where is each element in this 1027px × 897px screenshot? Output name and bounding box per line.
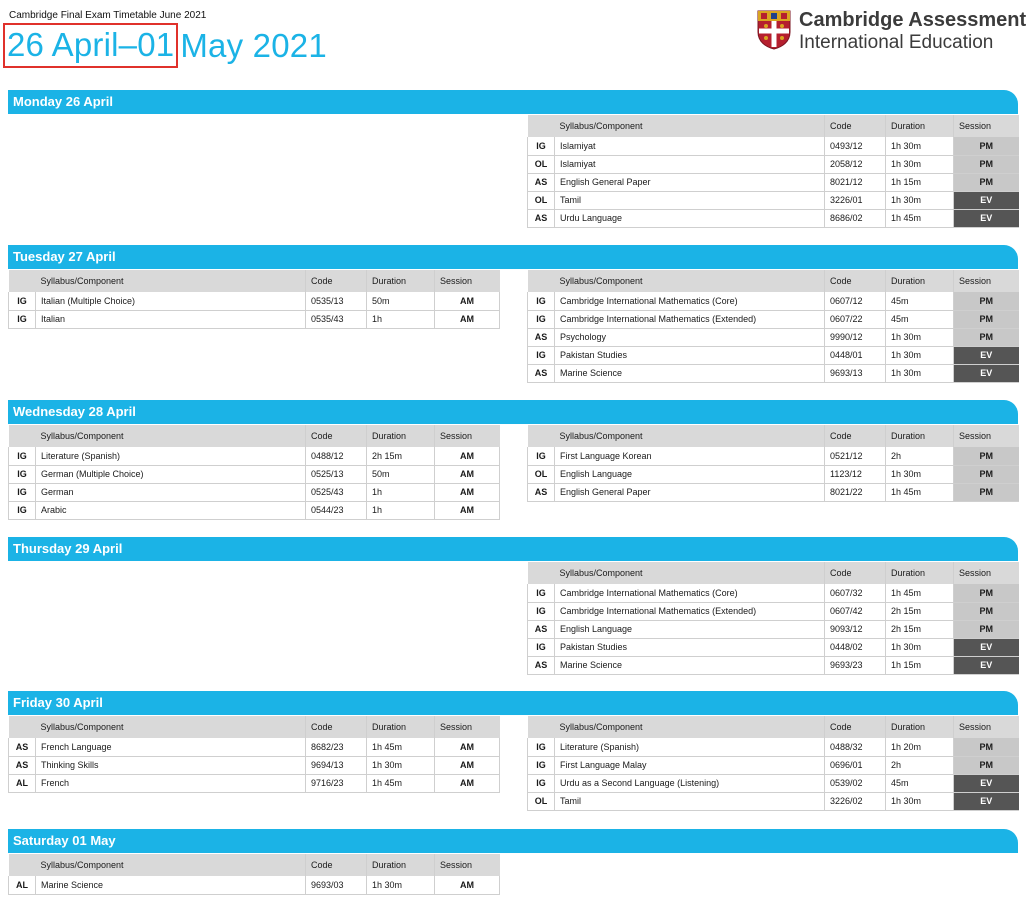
header-code: Code — [825, 562, 886, 584]
table-row — [9, 447, 500, 465]
header-duration: Duration — [367, 425, 435, 447]
duration-cell: 1h 45m — [886, 483, 954, 501]
header-session: Session — [954, 562, 1019, 584]
table-row — [528, 137, 1019, 155]
table-row — [9, 774, 500, 792]
header-session: Session — [954, 115, 1019, 137]
day-section — [8, 537, 1018, 677]
syllabus-cell: Urdu Language — [555, 209, 825, 227]
session-badge: AM — [435, 447, 500, 465]
table-row — [9, 465, 500, 483]
header-session: Session — [435, 425, 500, 447]
header-level — [9, 425, 36, 447]
syllabus-cell: Tamil — [555, 792, 825, 810]
session-badge: AM — [435, 292, 500, 310]
code-cell: 0544/23 — [306, 501, 367, 519]
session-badge: PM — [954, 738, 1019, 756]
session-badge: AM — [435, 738, 500, 756]
code-cell: 8682/23 — [306, 738, 367, 756]
session-badge: PM — [954, 155, 1019, 173]
code-cell: 9693/13 — [825, 364, 886, 382]
session-badge: EV — [954, 346, 1019, 364]
header-level — [9, 854, 36, 876]
duration-cell: 1h 30m — [886, 465, 954, 483]
duration-cell: 1h 45m — [886, 584, 954, 602]
level-cell: IG — [9, 483, 36, 501]
header-code: Code — [825, 716, 886, 738]
syllabus-cell: First Language Korean — [555, 447, 825, 465]
syllabus-cell: Thinking Skills — [36, 756, 306, 774]
duration-cell: 45m — [886, 774, 954, 792]
level-cell: AL — [9, 774, 36, 792]
code-cell: 0607/12 — [825, 292, 886, 310]
syllabus-cell: First Language Malay — [555, 756, 825, 774]
duration-cell: 1h 30m — [886, 328, 954, 346]
code-cell: 0696/01 — [825, 756, 886, 774]
duration-cell: 1h 30m — [886, 792, 954, 810]
duration-cell: 2h — [886, 756, 954, 774]
cambridge-shield-icon — [757, 10, 791, 50]
syllabus-cell: Urdu as a Second Language (Listening) — [555, 774, 825, 792]
day-section — [8, 90, 1018, 230]
syllabus-cell: Psychology — [555, 328, 825, 346]
level-cell: IG — [528, 638, 555, 656]
cambridge-logo — [757, 9, 1027, 55]
table-row — [528, 447, 1019, 465]
table-row — [528, 209, 1019, 227]
header-duration: Duration — [886, 562, 954, 584]
syllabus-cell: Cambridge International Mathematics (Extended) — [555, 310, 825, 328]
table-row — [528, 774, 1019, 792]
table-row — [528, 602, 1019, 620]
timetable-table-left — [8, 425, 500, 520]
code-cell: 0493/12 — [825, 137, 886, 155]
table-row — [9, 756, 500, 774]
duration-cell: 1h 45m — [367, 774, 435, 792]
day-section — [8, 245, 1018, 385]
table-header-row — [9, 270, 500, 292]
level-cell: AS — [528, 328, 555, 346]
level-cell: IG — [9, 292, 36, 310]
level-cell: AS — [528, 173, 555, 191]
session-badge: PM — [954, 447, 1019, 465]
level-cell: IG — [528, 756, 555, 774]
day-title: Tuesday 27 April — [8, 245, 1018, 269]
header-syllabus: Syllabus/Component — [555, 425, 825, 447]
duration-cell: 2h 15m — [886, 620, 954, 638]
table-row — [9, 876, 500, 894]
table-row — [528, 638, 1019, 656]
syllabus-cell: Tamil — [555, 191, 825, 209]
code-cell: 0525/43 — [306, 483, 367, 501]
code-cell: 9990/12 — [825, 328, 886, 346]
title-date-rest: May 2021 — [180, 27, 327, 64]
header-duration: Duration — [367, 854, 435, 876]
day-section — [8, 400, 1018, 525]
table-row — [528, 792, 1019, 810]
header-code: Code — [306, 854, 367, 876]
session-badge: PM — [954, 465, 1019, 483]
table-header-row — [528, 716, 1019, 738]
code-cell: 0535/13 — [306, 292, 367, 310]
syllabus-cell: French Language — [36, 738, 306, 756]
session-badge: EV — [954, 364, 1019, 382]
table-row — [9, 738, 500, 756]
syllabus-cell: Italian — [36, 310, 306, 328]
duration-cell: 45m — [886, 310, 954, 328]
duration-cell: 1h 30m — [886, 638, 954, 656]
table-header-row — [528, 115, 1019, 137]
table-header-row — [528, 562, 1019, 584]
duration-cell: 2h 15m — [886, 602, 954, 620]
level-cell: AS — [528, 483, 555, 501]
syllabus-cell: German (Multiple Choice) — [36, 465, 306, 483]
level-cell: IG — [528, 310, 555, 328]
duration-cell: 1h 30m — [886, 155, 954, 173]
code-cell: 9716/23 — [306, 774, 367, 792]
duration-cell: 1h 15m — [886, 656, 954, 674]
table-row — [9, 310, 500, 328]
title-date-highlight: 26 April–01 — [3, 23, 178, 68]
syllabus-cell: Islamiyat — [555, 155, 825, 173]
duration-cell: 1h 45m — [367, 738, 435, 756]
header-code: Code — [306, 425, 367, 447]
level-cell: OL — [528, 465, 555, 483]
duration-cell: 2h — [886, 447, 954, 465]
level-cell: IG — [528, 137, 555, 155]
timetable-table-left — [8, 716, 500, 793]
table-row — [528, 292, 1019, 310]
level-cell: AL — [9, 876, 36, 894]
header-session: Session — [435, 716, 500, 738]
syllabus-cell: Arabic — [36, 501, 306, 519]
code-cell: 0607/32 — [825, 584, 886, 602]
code-cell: 8021/12 — [825, 173, 886, 191]
syllabus-cell: Marine Science — [555, 656, 825, 674]
session-badge: AM — [435, 465, 500, 483]
header-session: Session — [954, 270, 1019, 292]
code-cell: 0607/42 — [825, 602, 886, 620]
code-cell: 0488/32 — [825, 738, 886, 756]
code-cell: 0488/12 — [306, 447, 367, 465]
syllabus-cell: Cambridge International Mathematics (Extended) — [555, 602, 825, 620]
syllabus-cell: Marine Science — [555, 364, 825, 382]
level-cell: AS — [9, 738, 36, 756]
header-duration: Duration — [367, 270, 435, 292]
header-level — [528, 716, 555, 738]
syllabus-cell: Islamiyat — [555, 137, 825, 155]
timetable-table-right — [527, 562, 1019, 675]
header-syllabus: Syllabus/Component — [555, 115, 825, 137]
duration-cell: 1h 20m — [886, 738, 954, 756]
header-syllabus: Syllabus/Component — [36, 854, 306, 876]
session-badge: EV — [954, 792, 1019, 810]
duration-cell: 1h — [367, 483, 435, 501]
day-section — [8, 829, 1018, 894]
duration-cell: 2h 15m — [367, 447, 435, 465]
header-session: Session — [954, 716, 1019, 738]
syllabus-cell: English Language — [555, 620, 825, 638]
level-cell: AS — [9, 756, 36, 774]
table-header-row — [528, 270, 1019, 292]
session-badge: EV — [954, 209, 1019, 227]
level-cell: IG — [528, 738, 555, 756]
page-header — [0, 0, 1027, 80]
syllabus-cell: French — [36, 774, 306, 792]
header-code: Code — [825, 425, 886, 447]
code-cell: 0525/13 — [306, 465, 367, 483]
logo-line-2: International Education — [799, 32, 994, 53]
header-level — [9, 270, 36, 292]
header-level — [528, 425, 555, 447]
day-section — [8, 691, 1018, 816]
syllabus-cell: Marine Science — [36, 876, 306, 894]
table-header-row — [9, 716, 500, 738]
code-cell: 0535/43 — [306, 310, 367, 328]
syllabus-cell: Italian (Multiple Choice) — [36, 292, 306, 310]
table-row — [528, 584, 1019, 602]
header-syllabus: Syllabus/Component — [555, 562, 825, 584]
duration-cell: 1h 45m — [886, 209, 954, 227]
header-session: Session — [435, 854, 500, 876]
level-cell: AS — [528, 620, 555, 638]
duration-cell: 50m — [367, 465, 435, 483]
session-badge: EV — [954, 191, 1019, 209]
header-code: Code — [825, 270, 886, 292]
code-cell: 9693/03 — [306, 876, 367, 894]
header-syllabus: Syllabus/Component — [36, 270, 306, 292]
day-title: Saturday 01 May — [8, 829, 1018, 853]
table-header-row — [9, 425, 500, 447]
table-row — [9, 483, 500, 501]
header-code: Code — [306, 270, 367, 292]
level-cell: IG — [528, 584, 555, 602]
syllabus-cell: English Language — [555, 465, 825, 483]
header-duration: Duration — [367, 716, 435, 738]
session-badge: PM — [954, 173, 1019, 191]
header-duration: Duration — [886, 270, 954, 292]
table-row — [528, 364, 1019, 382]
duration-cell: 1h 30m — [886, 346, 954, 364]
header-session: Session — [954, 425, 1019, 447]
header-session: Session — [435, 270, 500, 292]
code-cell: 0521/12 — [825, 447, 886, 465]
timetable-table-right — [527, 425, 1019, 502]
code-cell: 8021/22 — [825, 483, 886, 501]
header-syllabus: Syllabus/Component — [36, 716, 306, 738]
syllabus-cell: Cambridge International Mathematics (Core) — [555, 584, 825, 602]
table-row — [528, 310, 1019, 328]
level-cell: IG — [528, 602, 555, 620]
duration-cell: 1h 15m — [886, 173, 954, 191]
level-cell: IG — [528, 346, 555, 364]
duration-cell: 45m — [886, 292, 954, 310]
table-row — [9, 292, 500, 310]
session-badge: AM — [435, 501, 500, 519]
duration-cell: 1h 30m — [886, 191, 954, 209]
code-cell: 0448/02 — [825, 638, 886, 656]
code-cell: 2058/12 — [825, 155, 886, 173]
syllabus-cell: English General Paper — [555, 483, 825, 501]
table-row — [9, 501, 500, 519]
day-title: Wednesday 28 April — [8, 400, 1018, 424]
header-level — [9, 716, 36, 738]
session-badge: PM — [954, 292, 1019, 310]
timetable-table-right — [527, 270, 1019, 383]
table-row — [528, 738, 1019, 756]
timetable-table-right — [527, 716, 1019, 811]
syllabus-cell: German — [36, 483, 306, 501]
duration-cell: 50m — [367, 292, 435, 310]
table-row — [528, 465, 1019, 483]
syllabus-cell: Literature (Spanish) — [36, 447, 306, 465]
table-row — [528, 756, 1019, 774]
level-cell: IG — [528, 774, 555, 792]
timetable-table-left — [8, 854, 500, 895]
table-row — [528, 191, 1019, 209]
logo-line-1: Cambridge Assessment — [799, 9, 1027, 31]
session-badge: AM — [435, 310, 500, 328]
level-cell: IG — [9, 310, 36, 328]
session-badge: PM — [954, 756, 1019, 774]
timetable-table-left — [8, 270, 500, 329]
timetable-table-right — [527, 115, 1019, 228]
page-title — [9, 26, 327, 68]
duration-cell: 1h 30m — [886, 137, 954, 155]
level-cell: IG — [9, 501, 36, 519]
syllabus-cell: English General Paper — [555, 173, 825, 191]
syllabus-cell: Pakistan Studies — [555, 638, 825, 656]
header-syllabus: Syllabus/Component — [555, 270, 825, 292]
session-badge: AM — [435, 876, 500, 894]
level-cell: OL — [528, 792, 555, 810]
timetable-subtitle: Cambridge Final Exam Timetable June 2021 — [9, 10, 207, 21]
code-cell: 9694/13 — [306, 756, 367, 774]
duration-cell: 1h — [367, 501, 435, 519]
level-cell: AS — [528, 364, 555, 382]
table-row — [528, 155, 1019, 173]
code-cell: 1123/12 — [825, 465, 886, 483]
code-cell: 3226/02 — [825, 792, 886, 810]
level-cell: OL — [528, 155, 555, 173]
duration-cell: 1h 30m — [886, 364, 954, 382]
header-code: Code — [825, 115, 886, 137]
session-badge: PM — [954, 620, 1019, 638]
day-title: Monday 26 April — [8, 90, 1018, 114]
code-cell: 0607/22 — [825, 310, 886, 328]
session-badge: PM — [954, 584, 1019, 602]
session-badge: PM — [954, 328, 1019, 346]
level-cell: AS — [528, 656, 555, 674]
session-badge: PM — [954, 137, 1019, 155]
session-badge: AM — [435, 756, 500, 774]
syllabus-cell: Pakistan Studies — [555, 346, 825, 364]
table-header-row — [9, 854, 500, 876]
header-level — [528, 115, 555, 137]
table-row — [528, 620, 1019, 638]
table-row — [528, 483, 1019, 501]
level-cell: IG — [9, 447, 36, 465]
session-badge: PM — [954, 602, 1019, 620]
session-badge: AM — [435, 774, 500, 792]
session-badge: EV — [954, 656, 1019, 674]
session-badge: EV — [954, 774, 1019, 792]
header-duration: Duration — [886, 425, 954, 447]
header-syllabus: Syllabus/Component — [555, 716, 825, 738]
table-row — [528, 328, 1019, 346]
level-cell: IG — [528, 292, 555, 310]
level-cell: AS — [528, 209, 555, 227]
header-syllabus: Syllabus/Component — [36, 425, 306, 447]
table-row — [528, 656, 1019, 674]
code-cell: 3226/01 — [825, 191, 886, 209]
code-cell: 0448/01 — [825, 346, 886, 364]
duration-cell: 1h — [367, 310, 435, 328]
code-cell: 8686/02 — [825, 209, 886, 227]
session-badge: AM — [435, 483, 500, 501]
session-badge: PM — [954, 310, 1019, 328]
syllabus-cell: Cambridge International Mathematics (Core) — [555, 292, 825, 310]
session-badge: EV — [954, 638, 1019, 656]
table-row — [528, 346, 1019, 364]
session-badge: PM — [954, 483, 1019, 501]
day-title: Friday 30 April — [8, 691, 1018, 715]
code-cell: 9693/23 — [825, 656, 886, 674]
header-duration: Duration — [886, 716, 954, 738]
duration-cell: 1h 30m — [367, 876, 435, 894]
table-row — [528, 173, 1019, 191]
duration-cell: 1h 30m — [367, 756, 435, 774]
header-code: Code — [306, 716, 367, 738]
syllabus-cell: Literature (Spanish) — [555, 738, 825, 756]
day-title: Thursday 29 April — [8, 537, 1018, 561]
code-cell: 9093/12 — [825, 620, 886, 638]
level-cell: OL — [528, 191, 555, 209]
code-cell: 0539/02 — [825, 774, 886, 792]
header-duration: Duration — [886, 115, 954, 137]
level-cell: IG — [528, 447, 555, 465]
level-cell: IG — [9, 465, 36, 483]
table-header-row — [528, 425, 1019, 447]
header-level — [528, 562, 555, 584]
header-level — [528, 270, 555, 292]
